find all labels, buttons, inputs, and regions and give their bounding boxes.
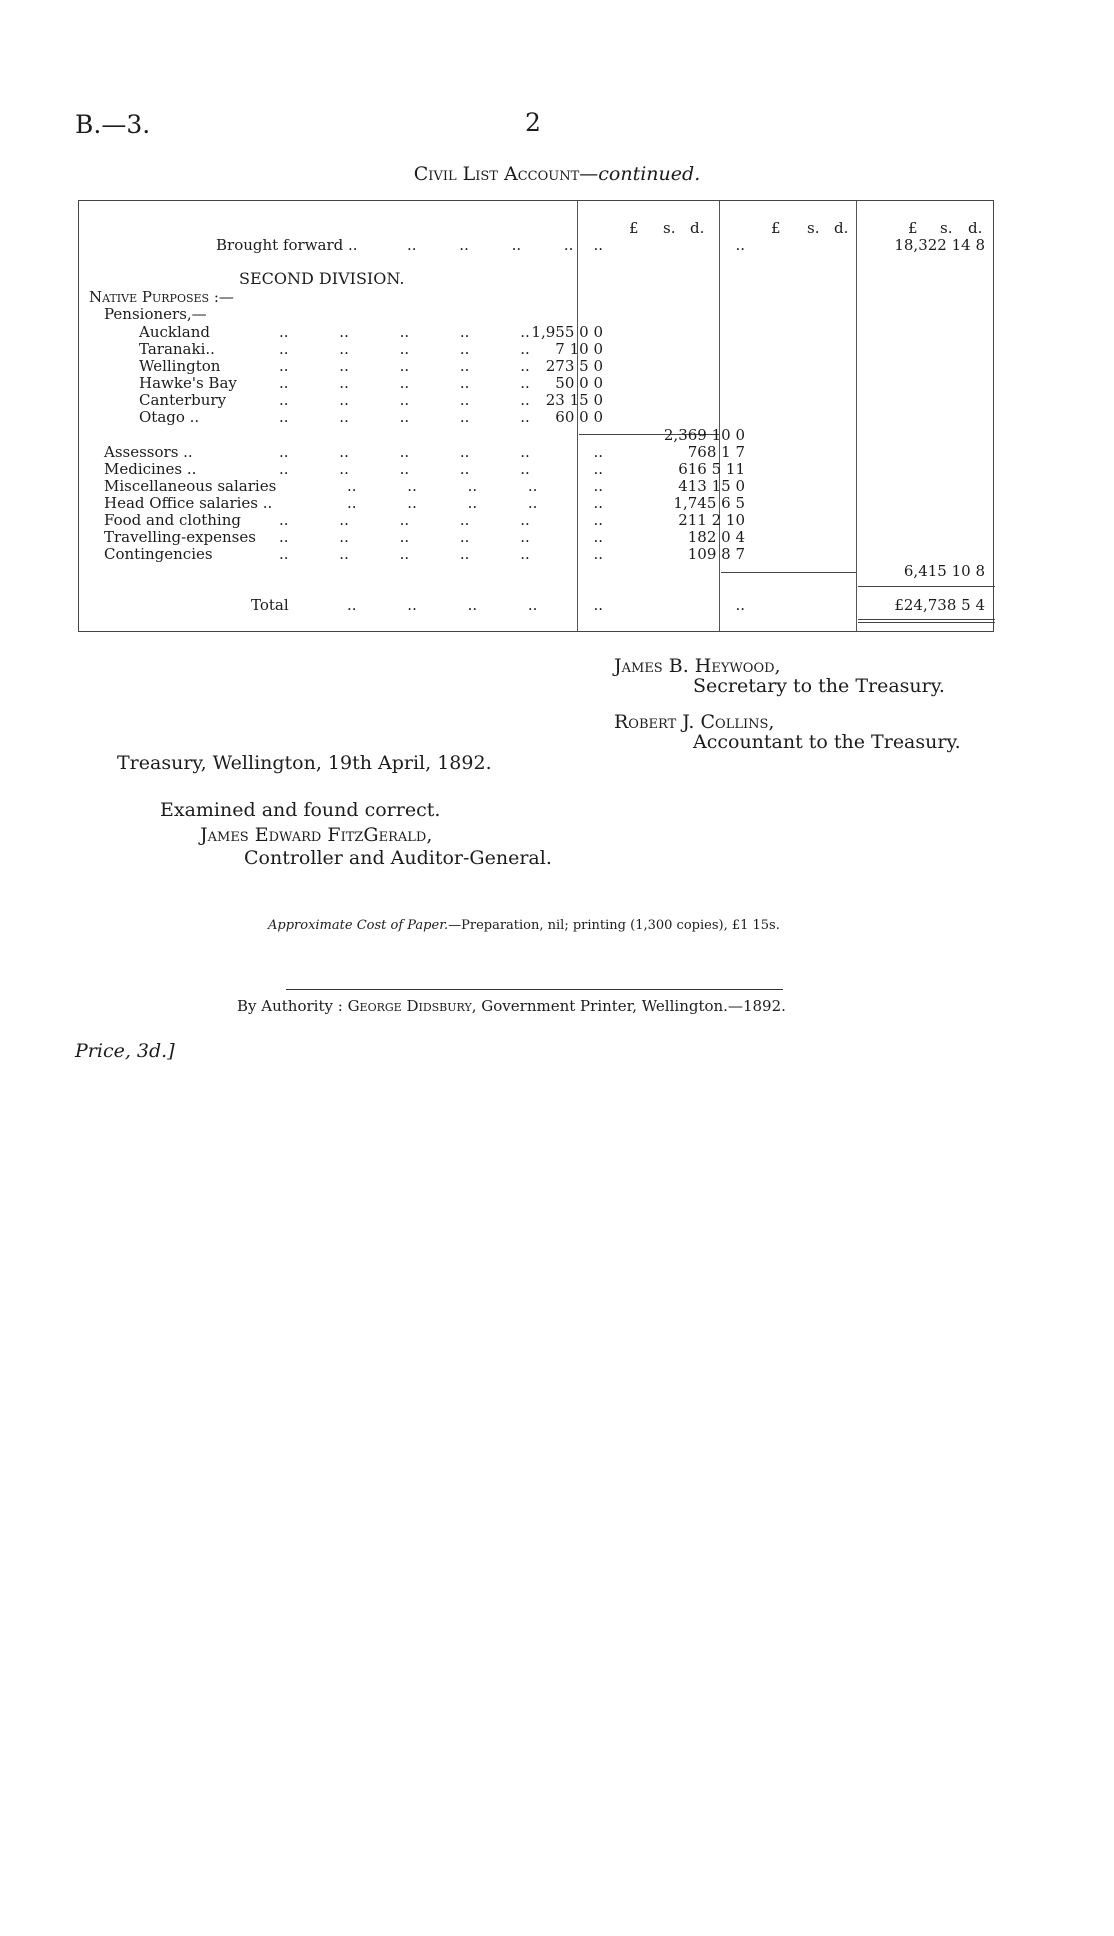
table-row — [79, 324, 993, 341]
row-leader-dots: .. .. .. .. .. — [279, 528, 530, 546]
auditor-name: James Edward FitzGerald, — [200, 824, 433, 846]
printer-imprint — [237, 997, 786, 1015]
place-and-date: Treasury, Wellington, 19th April, 1892. — [117, 752, 492, 774]
col2-value: 616 5 11 — [678, 460, 745, 478]
row-label: Contingencies — [104, 545, 213, 563]
division-label: SECOND DIVISION. — [239, 269, 405, 288]
page-number: 2 — [525, 108, 541, 137]
total-rule — [858, 586, 995, 587]
row-label: Medicines .. — [104, 460, 197, 478]
col1-value: 23 15 0 — [545, 391, 603, 409]
col3-value: 6,415 10 8 — [903, 562, 985, 580]
col1-shilling-header: s. — [663, 219, 676, 237]
table-row — [79, 375, 993, 392]
table-title — [0, 163, 1114, 185]
signatory-2-title: Accountant to the Treasury. — [693, 731, 961, 753]
pensioners-label: Pensioners,— — [104, 305, 207, 323]
table-row — [79, 409, 993, 426]
pensioners-heading — [79, 306, 993, 323]
division-heading — [79, 270, 993, 287]
table-row — [79, 461, 993, 478]
price-note: Price, 3d.] — [75, 1040, 175, 1062]
col2-value: 768 1 7 — [687, 443, 745, 461]
row-label: Food and clothing — [104, 511, 241, 529]
cost-note-label: Approximate Cost of Paper. — [268, 918, 449, 933]
native-purposes-heading — [79, 289, 993, 306]
double-rule-top — [858, 619, 995, 620]
col1-value: 60 0 0 — [555, 408, 603, 426]
col1-value: .. — [593, 494, 603, 512]
row-label: Canterbury — [139, 391, 227, 409]
table-row — [79, 495, 993, 512]
imprint-rule — [286, 989, 783, 990]
row-leader-dots: .. .. .. .. — [407, 236, 574, 254]
auditor-title: Controller and Auditor-General. — [244, 847, 552, 869]
col1-value: .. — [593, 545, 603, 563]
table-row — [79, 529, 993, 546]
row-leader-dots: .. .. .. .. .. — [279, 443, 530, 461]
row-label: Brought forward .. — [216, 236, 358, 254]
col1-pound-header: £ — [629, 219, 639, 237]
table-row — [79, 512, 993, 529]
civil-list-table — [78, 200, 994, 632]
col2-value: .. — [735, 236, 745, 254]
row-label: Head Office salaries .. — [104, 494, 273, 512]
signatory-2-name: Robert J. Collins, — [614, 711, 775, 733]
col2-shilling-header: s. — [807, 219, 820, 237]
col2-pound-header: £ — [771, 219, 781, 237]
col3-value: 18,322 14 8 — [894, 236, 985, 254]
cost-note-text: —Preparation, nil; printing (1,300 copies), £1 15s. — [448, 918, 780, 933]
row-label: Otago .. — [139, 408, 200, 426]
imprint-rest: Government Printer, Wellington.—1892. — [481, 997, 786, 1015]
row-leader-dots: .. .. .. .. — [347, 477, 538, 495]
row-leader-dots: .. .. .. .. — [347, 596, 538, 614]
col2-value: 413 15 0 — [678, 477, 745, 495]
col3-pound-header: £ — [908, 219, 918, 237]
col1-value: 273 5 0 — [545, 357, 603, 375]
document-reference: B.—3. — [75, 110, 151, 139]
title-main: Civil List Account — [413, 163, 580, 185]
col2-value: 211 2 10 — [678, 511, 745, 529]
cost-note — [268, 918, 780, 933]
row-leader-dots: .. .. .. .. — [347, 494, 538, 512]
col2-pence-header: d. — [834, 219, 849, 237]
col2-value: 1,745 6 5 — [673, 494, 745, 512]
brought-forward-row — [79, 237, 993, 254]
row-leader-dots: .. .. .. .. .. — [279, 391, 530, 409]
col1-value: 7 10 0 — [555, 340, 603, 358]
row-leader-dots: .. .. .. .. .. — [279, 340, 530, 358]
row-label: Miscellaneous salaries — [104, 477, 277, 495]
row-label: Taranaki.. — [139, 340, 215, 358]
row-leader-dots: .. .. .. .. .. — [279, 545, 530, 563]
col2-value: 182 0 4 — [687, 528, 745, 546]
examined-statement: Examined and found correct. — [160, 799, 441, 821]
col3-value: £24,738 5 4 — [894, 596, 985, 614]
printer-name: George Didsbury, — [347, 997, 477, 1015]
col3-shilling-header: s. — [940, 219, 953, 237]
grand-total-row — [79, 597, 993, 614]
row-leader-dots: .. .. .. .. .. — [279, 374, 530, 392]
table-row — [79, 546, 993, 563]
table-row — [79, 358, 993, 375]
row-leader-dots: .. .. .. .. .. — [279, 460, 530, 478]
row-label: Wellington — [139, 357, 221, 375]
row-leader-dots: .. .. .. .. .. — [279, 408, 530, 426]
row-leader-dots: .. .. .. .. .. — [279, 511, 530, 529]
native-purposes-label: Native Purposes :— — [89, 288, 234, 306]
col3-pence-header: d. — [968, 219, 983, 237]
row-leader-dots: .. .. .. .. .. — [279, 323, 530, 341]
col1-value: 1,955 0 0 — [531, 323, 603, 341]
col1-value: .. — [593, 236, 603, 254]
signatory-1-name: James B. Heywood, — [614, 655, 781, 677]
row-label: Travelling-expenses — [104, 528, 256, 546]
col1-pence-header: d. — [690, 219, 705, 237]
row-label: Auckland — [139, 323, 210, 341]
row-label: Total — [251, 596, 289, 614]
col1-value: 50 0 0 — [555, 374, 603, 392]
table-row — [79, 444, 993, 461]
col2-value: 109 8 7 — [687, 545, 745, 563]
col1-value: .. — [593, 443, 603, 461]
row-leader-dots: .. .. .. .. .. — [279, 357, 530, 375]
title-continued: continued. — [598, 163, 701, 185]
table-row — [79, 392, 993, 409]
signatory-1-title: Secretary to the Treasury. — [693, 675, 945, 697]
col2-value: 2,369 10 0 — [663, 426, 745, 444]
col1-value: .. — [593, 511, 603, 529]
pension-subtotal-row — [79, 427, 993, 444]
title-dash: — — [579, 163, 599, 185]
col1-value: .. — [593, 528, 603, 546]
table-row — [79, 341, 993, 358]
col1-value: .. — [593, 460, 603, 478]
division-subtotal-row — [79, 563, 993, 580]
imprint-prefix: By Authority : — [237, 997, 343, 1015]
table-row — [79, 478, 993, 495]
row-label: Hawke's Bay — [139, 374, 237, 392]
row-label: Assessors .. — [104, 443, 193, 461]
col1-value: .. — [593, 477, 603, 495]
col2-value: .. — [735, 596, 745, 614]
col1-value: .. — [593, 596, 603, 614]
double-rule-bottom — [858, 622, 995, 623]
